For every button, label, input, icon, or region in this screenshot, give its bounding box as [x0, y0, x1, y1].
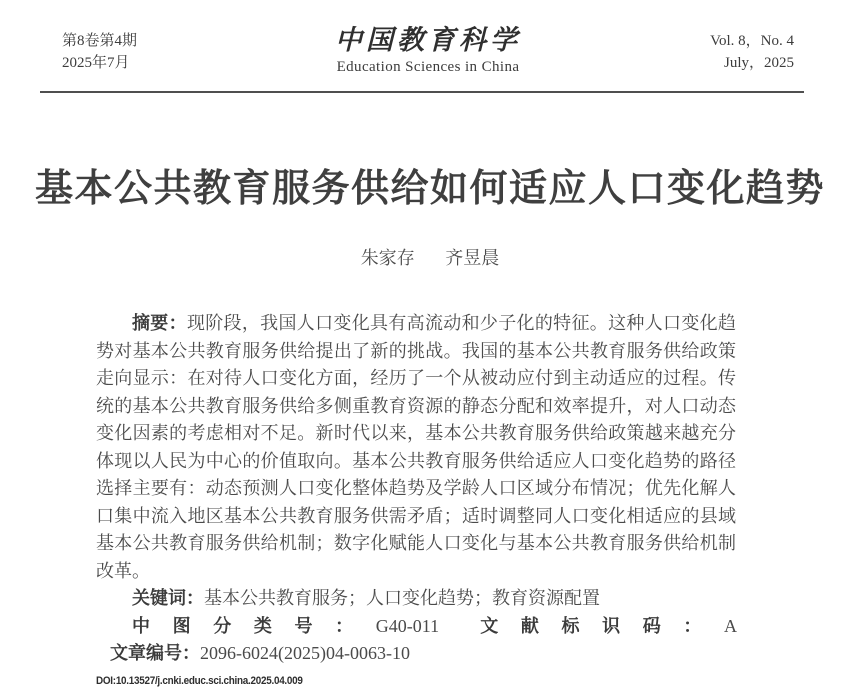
- article-no-label: 文章编号：: [110, 643, 200, 663]
- author-name: 朱家存: [361, 248, 415, 268]
- abstract-label: 摘要：: [132, 313, 187, 333]
- header-divider-rule: [40, 91, 804, 93]
- abstract-text: 现阶段，我国人口变化具有高流动和少子化的特征。这种人口变化趋势对基本公共教育服务供给提出了新的挑战。我国的基本公共教育服务供给政策走向显示：在对待人口变化方面，经历了一个从被动应付到主动适应的过程。传统的基本公共教育服务供给多侧重教育资源的静态分配和效率提升，对人口动态变化因素的考虑相对不足。新时代以来，基本公共教育服务供给政策越来越充分体现以人民为中心的价值取向。基本公共教育服务供给适应人口变化趋势的路径选择主要有：动态预测人口变化整体趋势及学龄人口区域分布情况；优先化解人口集中流入地区基本公共教育服务供需矛盾；适时调整同人口变化相适应的县域基本公共教育服务供给机制；数字化赋能人口变化与基本公共教育服务供给机制改革。: [96, 313, 736, 581]
- journal-name-en: Education Sciences in China: [291, 56, 566, 78]
- header-volume-block: [565, 30, 794, 74]
- header-issue-block: [62, 30, 291, 74]
- keywords-text: 基本公共教育服务；人口变化趋势；教育资源配置: [204, 588, 600, 608]
- doc-code-value: A: [724, 616, 736, 636]
- journal-name-cn: 中国教育科学: [291, 24, 566, 56]
- clc-group: [132, 616, 439, 636]
- volume-en: Vol. 8，No. 4: [565, 30, 794, 52]
- doi-line: DOI:10.13527/j.cnki.educ.sci.china.2025.04.009: [96, 668, 672, 695]
- journal-header: [0, 30, 860, 78]
- header-journal-block: [291, 24, 566, 78]
- issue-number-cn: 第8卷第4期: [62, 30, 291, 52]
- classification-line: [96, 613, 736, 668]
- clc-value: G40-011: [376, 616, 439, 636]
- article-authors: [0, 244, 860, 270]
- article-no-group: [110, 643, 410, 663]
- article-no-value: 2096-6024(2025)04-0063-10: [200, 643, 410, 663]
- doc-code-label: 文献标识码：: [480, 616, 724, 636]
- keywords-label: 关键词：: [132, 588, 204, 608]
- abstract-paragraph: [96, 310, 736, 585]
- issue-date-en: July，2025: [565, 52, 794, 74]
- doc-code-group: [480, 616, 736, 636]
- clc-label: 中图分类号：: [132, 616, 376, 636]
- author-name: 齐昱晨: [445, 248, 499, 268]
- abstract-block: [96, 310, 736, 695]
- keywords-line: [96, 585, 736, 613]
- issue-date-cn: 2025年7月: [62, 52, 291, 74]
- article-title: 基本公共教育服务供给如何适应人口变化趋势: [10, 157, 850, 212]
